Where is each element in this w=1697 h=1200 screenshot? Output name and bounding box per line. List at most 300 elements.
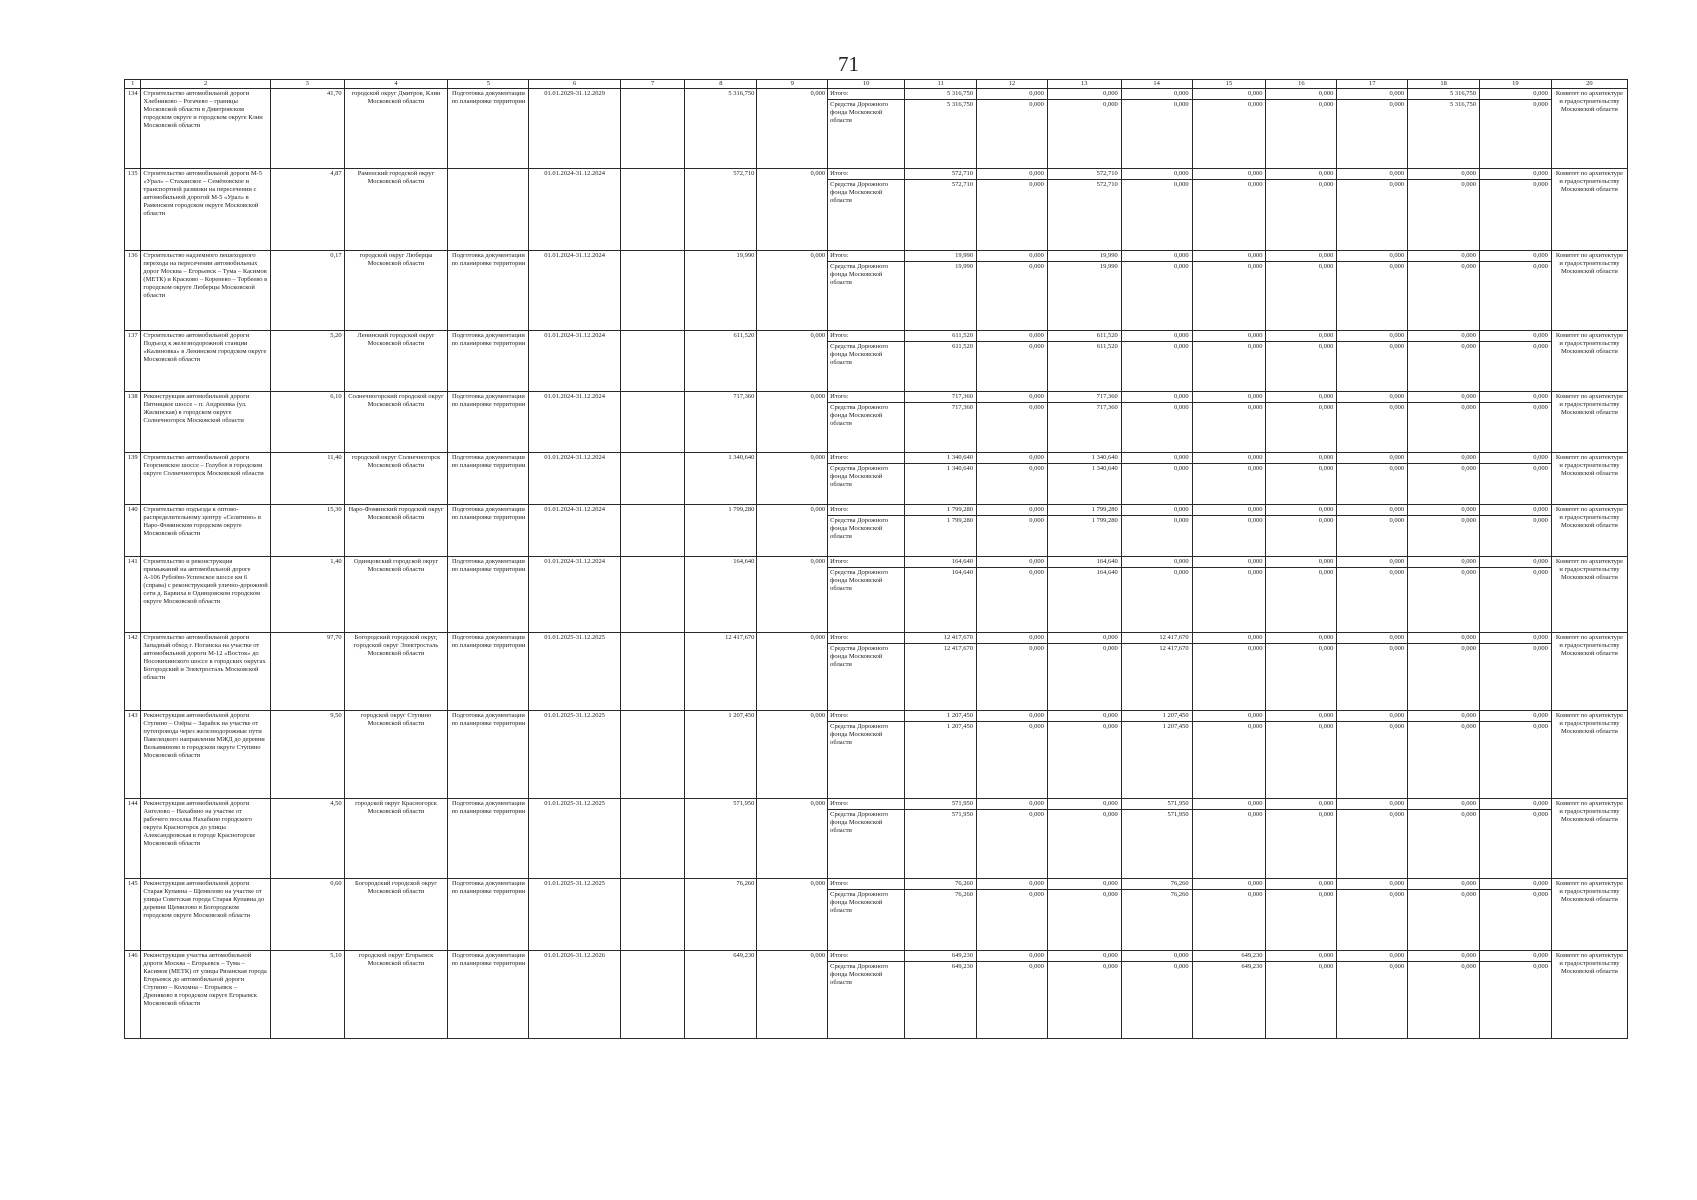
amount-total: 0,000 [1193,251,1266,262]
estimated-cost: 649,230 [685,951,757,1039]
amount-total: 0,000 [1480,711,1551,722]
year-amount [1266,557,1337,633]
col-7-value [620,879,685,951]
amount-total: 164,640 [905,557,976,568]
year-amount [1337,251,1408,331]
amount-fund: 0,000 [1247,891,1263,898]
amount-fund: 0,000 [1029,101,1044,108]
period: 01.01.2024-31.12.2024 [529,505,620,557]
amount-total: 19,990 [905,251,976,262]
executor: Комитет по архитектуре и градостроительству Московской области [1551,331,1627,392]
amount-fund: 0,000 [1029,465,1044,472]
amount-fund: 0,000 [1533,723,1548,730]
amount-total: 1 799,280 [905,505,976,516]
year-amount [905,505,977,557]
column-number: 13 [1047,80,1121,89]
work-stage: Подготовка документации по планировке территории [448,951,529,1039]
object-name: Строительство автомобильной дороги Западный обход г. Ногинска на участке от автомобильной дороги М-12 «Восток» до Носовихинского шоссе в городских округах Богородский и Электросталь Московской области [141,633,270,711]
work-stage: Подготовка документации по планировке территории [448,453,529,505]
year-amount [1266,711,1337,799]
year-amount [1480,169,1552,251]
year-amount [1480,711,1552,799]
amount-total: 0,000 [1480,879,1551,890]
funding-source [828,251,905,331]
column-number: 19 [1480,80,1552,89]
object-name: Реконструкция автомобильной дороги Ступино – Озёры – Зарайск на участке от путепровода через железнодорожные пути Павелецкого направления МЖД до деревни Вельяминово в городском округе Ступино Московской области [141,711,270,799]
source-fund-label: Средства Дорожного фонда Московской области [830,465,889,488]
period: 01.01.2026-31.12.2026 [529,951,620,1039]
amount-fund: 717,360 [951,404,974,411]
period: 01.01.2024-31.12.2024 [529,331,620,392]
amount-fund: 572,710 [1096,181,1118,188]
road-length: 0,60 [270,879,344,951]
funding-source [828,951,905,1039]
executor: Комитет по архитектуре и градостроительству Московской области [1551,89,1627,169]
amount-fund: 0,000 [1173,963,1189,970]
amount-fund: 19,990 [955,263,974,270]
amount-fund: 12 417,670 [943,645,974,652]
table-row [125,711,1628,799]
funding-source [828,633,905,711]
amount-fund: 0,000 [1173,263,1189,270]
amount-total: 0,000 [977,89,1047,100]
estimated-cost: 572,710 [685,169,757,251]
year-amount [977,799,1048,879]
amount-fund: 76,260 [1170,891,1189,898]
column-number: 18 [1408,80,1480,89]
year-amount [1266,331,1337,392]
financed-before: 0,000 [757,453,828,505]
estimated-cost: 12 417,670 [685,633,757,711]
road-length: 5,20 [270,331,344,392]
amount-total: 0,000 [1193,557,1266,568]
amount-fund: 0,000 [1029,181,1044,188]
period: 01.01.2025-31.12.2025 [529,711,620,799]
year-amount [1408,951,1480,1039]
amount-total: 0,000 [1266,169,1336,180]
amount-fund: 0,000 [1389,963,1405,970]
column-number: 8 [685,80,757,89]
work-stage: Подготовка документации по планировке территории [448,711,529,799]
year-amount [905,799,977,879]
funding-source [828,557,905,633]
road-length: 97,70 [270,633,344,711]
year-amount [1337,453,1408,505]
amount-total: 0,000 [977,392,1047,403]
amount-total: 0,000 [1048,799,1121,810]
year-amount [977,251,1048,331]
object-name: Реконструкция автомобильной дороги Пятницкое шоссе – п. Андреевка (ул. Жилинская) в городском округе Солнечногорск Московской области [141,392,270,453]
investment-program-table [124,79,1628,1039]
financed-before: 0,000 [757,799,828,879]
year-amount [1408,89,1480,169]
column-number: 20 [1551,80,1627,89]
amount-fund: 0,000 [1173,343,1189,350]
amount-fund: 0,000 [1533,101,1548,108]
amount-fund: 0,000 [1533,263,1548,270]
table-row [125,169,1628,251]
amount-total: 0,000 [1266,557,1336,568]
col-7-value [620,392,685,453]
work-stage: Подготовка документации по планировке территории [448,392,529,453]
year-amount [1266,505,1337,557]
year-amount [905,251,977,331]
amount-total: 0,000 [1122,951,1192,962]
amount-total: 0,000 [1193,169,1266,180]
year-amount [905,879,977,951]
amount-total: 0,000 [1122,89,1192,100]
source-fund-label: Средства Дорожного фонда Московской области [830,343,889,366]
executor: Комитет по архитектуре и градостроительству Московской области [1551,169,1627,251]
table-row [125,89,1628,169]
funding-source [828,392,905,453]
amount-total: 0,000 [1480,505,1551,516]
amount-total: 0,000 [977,799,1047,810]
year-amount [1192,557,1266,633]
amount-fund: 649,230 [951,963,974,970]
amount-fund: 0,000 [1461,723,1476,730]
year-amount [1408,392,1480,453]
amount-total: 0,000 [1266,392,1336,403]
amount-fund: 0,000 [1318,404,1334,411]
location: Одинцовский городской округ Московской области [344,557,448,633]
year-amount [1480,505,1552,557]
source-fund-label: Средства Дорожного фонда Московской области [830,181,889,204]
financed-before: 0,000 [757,89,828,169]
year-amount [1408,505,1480,557]
year-amount [977,711,1048,799]
amount-total: 5 316,750 [1408,89,1479,100]
source-fund-label: Средства Дорожного фонда Московской области [830,645,889,668]
period: 01.01.2024-31.12.2024 [529,453,620,505]
year-amount [905,169,977,251]
year-amount [905,633,977,711]
year-amount [1047,331,1121,392]
amount-fund: 0,000 [1461,404,1476,411]
amount-total: 0,000 [1193,453,1266,464]
source-fund-label: Средства Дорожного фонда Московской области [830,569,889,592]
table-row [125,331,1628,392]
amount-fund: 164,640 [1096,569,1118,576]
amount-total: 0,000 [1408,251,1479,262]
financed-before: 0,000 [757,331,828,392]
year-amount [1047,633,1121,711]
amount-fund: 0,000 [1247,723,1263,730]
table-row [125,799,1628,879]
amount-fund: 0,000 [1318,569,1334,576]
year-amount [1121,633,1192,711]
period: 01.01.2024-31.12.2024 [529,392,620,453]
amount-fund: 0,000 [1389,404,1405,411]
year-amount [905,951,977,1039]
year-amount [1192,169,1266,251]
amount-fund: 0,000 [1389,343,1405,350]
year-amount [977,89,1048,169]
amount-total: 0,000 [1337,453,1407,464]
year-amount [1121,711,1192,799]
amount-fund: 0,000 [1533,569,1548,576]
year-amount [1337,633,1408,711]
amount-total: 0,000 [1122,169,1192,180]
road-length: 0,17 [270,251,344,331]
year-amount [1192,251,1266,331]
row-number: 135 [125,169,141,251]
row-number: 140 [125,505,141,557]
column-number: 4 [344,80,448,89]
year-amount [1192,951,1266,1039]
source-fund-label: Средства Дорожного фонда Московской области [830,891,889,914]
year-amount [1480,331,1552,392]
year-amount [1337,711,1408,799]
row-number: 143 [125,711,141,799]
amount-total: 0,000 [1122,453,1192,464]
object-name: Строительство надземного пешеходного перехода на пересечении автомобильных дорог Москва – Егорьевск – Тума – Касимов (МЕТК) и Красково – Коренево – Торбеево в городском округе Люберцы Московской области [141,251,270,331]
road-length: 4,50 [270,799,344,879]
amount-fund: 0,000 [1461,891,1476,898]
column-number: 2 [141,80,270,89]
year-amount [1480,799,1552,879]
row-number: 146 [125,951,141,1039]
column-number: 17 [1337,80,1408,89]
period: 01.01.2024-31.12.2024 [529,557,620,633]
amount-total: 0,000 [1480,169,1551,180]
location: Солнечногорский городской округ Московской области [344,392,448,453]
funding-source [828,505,905,557]
table-row [125,505,1628,557]
year-amount [1121,251,1192,331]
executor: Комитет по архитектуре и градостроительству Московской области [1551,879,1627,951]
road-length: 11,40 [270,453,344,505]
column-number: 15 [1192,80,1266,89]
amount-fund: 0,000 [1247,465,1263,472]
amount-total: 0,000 [1048,633,1121,644]
financed-before: 0,000 [757,557,828,633]
year-amount [1408,711,1480,799]
estimated-cost: 19,990 [685,251,757,331]
amount-fund: 611,520 [952,343,974,350]
amount-fund: 0,000 [1389,465,1405,472]
amount-fund: 0,000 [1318,181,1334,188]
amount-total: 0,000 [1408,169,1479,180]
amount-total: 0,000 [1480,251,1551,262]
amount-fund: 5 316,750 [1450,101,1476,108]
year-amount [1266,169,1337,251]
amount-fund: 0,000 [1461,811,1476,818]
estimated-cost: 76,260 [685,879,757,951]
column-number: 7 [620,80,685,89]
year-amount [905,711,977,799]
year-amount [977,453,1048,505]
amount-total: 0,000 [1122,505,1192,516]
year-amount [1337,557,1408,633]
work-stage: Подготовка документации по планировке территории [448,89,529,169]
year-amount [1192,505,1266,557]
amount-total: 0,000 [1480,453,1551,464]
source-total-label: Итого: [828,331,904,342]
table-row [125,453,1628,505]
amount-total: 0,000 [1193,799,1266,810]
amount-fund: 0,000 [1533,404,1548,411]
year-amount [1121,453,1192,505]
year-amount [1337,879,1408,951]
year-amount [1047,453,1121,505]
amount-total: 572,710 [905,169,976,180]
amount-fund: 0,000 [1029,404,1044,411]
amount-fund: 0,000 [1533,963,1548,970]
source-total-label: Итого: [828,879,904,890]
column-number: 9 [757,80,828,89]
amount-fund: 0,000 [1029,569,1044,576]
year-amount [1480,453,1552,505]
amount-total: 649,230 [1193,951,1266,962]
year-amount [1337,331,1408,392]
year-amount [1266,879,1337,951]
year-amount [977,392,1048,453]
amount-total: 76,260 [1122,879,1192,890]
amount-total: 0,000 [977,453,1047,464]
amount-total: 0,000 [1122,557,1192,568]
amount-fund: 0,000 [1173,181,1189,188]
work-stage [448,169,529,251]
amount-fund: 0,000 [1103,891,1118,898]
amount-total: 0,000 [1408,633,1479,644]
row-number: 142 [125,633,141,711]
amount-fund: 572,710 [951,181,974,188]
road-length: 15,30 [270,505,344,557]
year-amount [1408,251,1480,331]
amount-fund: 0,000 [1247,569,1263,576]
page-number: 71 [838,52,859,76]
amount-total: 0,000 [977,879,1047,890]
road-length: 41,70 [270,89,344,169]
table-row [125,557,1628,633]
row-number: 141 [125,557,141,633]
year-amount [1192,799,1266,879]
amount-total: 0,000 [1337,951,1407,962]
row-number: 145 [125,879,141,951]
estimated-cost: 611,520 [685,331,757,392]
amount-total: 0,000 [1337,331,1407,342]
source-total-label: Итого: [828,169,904,180]
amount-fund: 0,000 [1103,963,1118,970]
amount-total: 19,990 [1048,251,1121,262]
amount-total: 0,000 [1337,799,1407,810]
location: городской округ Ступино Московской области [344,711,448,799]
amount-total: 0,000 [1337,392,1407,403]
year-amount [1047,951,1121,1039]
period: 01.01.2029-31.12.2029 [529,89,620,169]
source-total-label: Итого: [828,453,904,464]
amount-total: 571,950 [1122,799,1192,810]
amount-total: 0,000 [1266,89,1336,100]
financed-before: 0,000 [757,505,828,557]
amount-total: 0,000 [1266,505,1336,516]
year-amount [1121,951,1192,1039]
amount-total: 0,000 [1480,557,1551,568]
amount-fund: 0,000 [1247,343,1263,350]
amount-total: 164,640 [1048,557,1121,568]
amount-fund: 0,000 [1533,465,1548,472]
executor: Комитет по архитектуре и градостроительству Московской области [1551,453,1627,505]
amount-fund: 0,000 [1461,569,1476,576]
amount-fund: 0,000 [1029,891,1044,898]
year-amount [1266,392,1337,453]
year-amount [1047,251,1121,331]
amount-fund: 0,000 [1173,101,1189,108]
amount-fund: 571,950 [951,811,974,818]
executor: Комитет по архитектуре и градостроительству Московской области [1551,392,1627,453]
amount-total: 0,000 [977,331,1047,342]
table-row [125,392,1628,453]
year-amount [1480,392,1552,453]
estimated-cost: 1 799,280 [685,505,757,557]
year-amount [1192,392,1266,453]
executor: Комитет по архитектуре и градостроительству Московской области [1551,799,1627,879]
amount-fund: 1 340,640 [1091,465,1118,472]
year-amount [1408,879,1480,951]
col-7-value [620,89,685,169]
work-stage: Подготовка документации по планировке территории [448,331,529,392]
year-amount [1121,799,1192,879]
location: городской округ Егорьевск Московской области [344,951,448,1039]
year-amount [977,331,1048,392]
year-amount [1266,453,1337,505]
period: 01.01.2025-31.12.2025 [529,879,620,951]
amount-fund: 0,000 [1318,723,1334,730]
financed-before: 0,000 [757,711,828,799]
column-number: 6 [529,80,620,89]
amount-fund: 0,000 [1173,517,1189,524]
year-amount [1192,89,1266,169]
financed-before: 0,000 [757,169,828,251]
amount-fund: 0,000 [1389,811,1405,818]
object-name: Строительство автомобильной дороги Георгиевское шоссе – Голубое в городском округе Солнечногорск Московской области [141,453,270,505]
amount-fund: 1 799,280 [947,517,974,524]
amount-fund: 0,000 [1389,101,1405,108]
object-name: Строительство автомобильной дороги Хлебниково – Рогачево – границы Московской области в Дмитровском городском округе и городском округе Клин Московской области [141,89,270,169]
amount-fund: 0,000 [1318,343,1334,350]
year-amount [1047,89,1121,169]
financed-before: 0,000 [757,633,828,711]
year-amount [1408,557,1480,633]
amount-total: 0,000 [1480,331,1551,342]
amount-total: 1 207,450 [905,711,976,722]
amount-fund: 0,000 [1103,811,1118,818]
amount-total: 0,000 [1337,169,1407,180]
row-number: 137 [125,331,141,392]
amount-fund: 0,000 [1173,569,1189,576]
amount-fund: 0,000 [1247,517,1263,524]
year-amount [1047,879,1121,951]
amount-fund: 0,000 [1247,101,1263,108]
source-total-label: Итого: [828,557,904,568]
year-amount [1480,251,1552,331]
amount-total: 0,000 [1266,951,1336,962]
source-fund-label: Средства Дорожного фонда Московской области [830,517,889,540]
amount-fund: 0,000 [1318,465,1334,472]
column-number: 16 [1266,80,1337,89]
amount-fund: 649,230 [1241,963,1263,970]
amount-fund: 0,000 [1247,645,1263,652]
funding-source [828,169,905,251]
amount-fund: 0,000 [1461,181,1476,188]
year-amount [977,633,1048,711]
amount-fund: 571,950 [1167,811,1189,818]
col-7-value [620,169,685,251]
amount-total: 0,000 [1266,879,1336,890]
amount-fund: 0,000 [1318,517,1334,524]
year-amount [1192,711,1266,799]
